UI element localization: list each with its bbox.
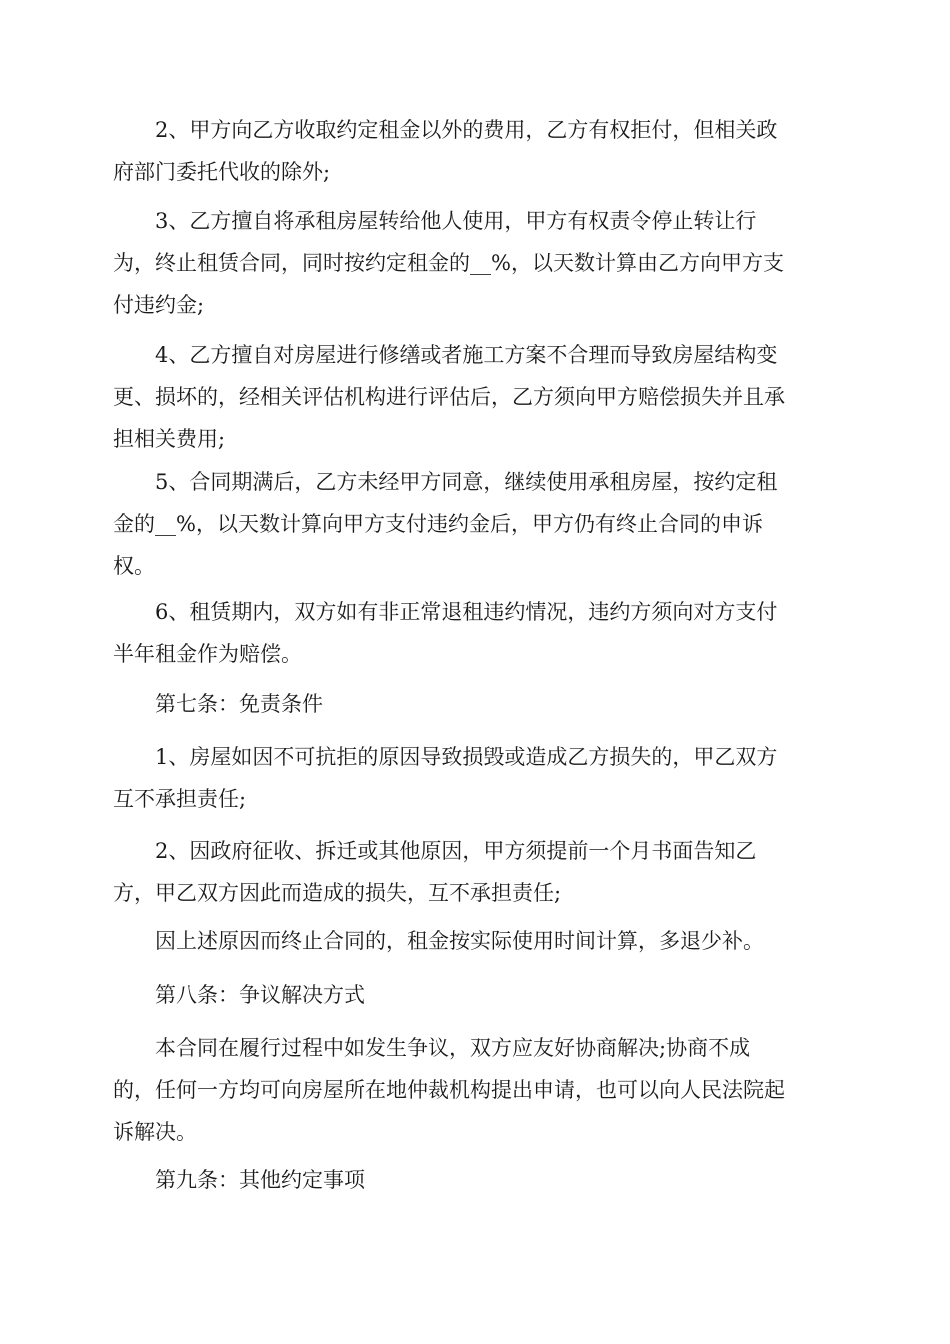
clause-paragraph-5 bbox=[113, 461, 833, 587]
section-heading-article-8 bbox=[113, 974, 833, 1016]
text-line: 金的__%，以天数计算向甲方支付违约金后，甲方仍有终止合同的申诉 bbox=[113, 512, 763, 536]
section-heading-article-7 bbox=[113, 683, 833, 725]
text-line: 的，任何一方均可向房屋所在地仲裁机构提出申请，也可以向人民法院起 bbox=[113, 1078, 785, 1102]
text-line: 5、合同期满后，乙方未经甲方同意，继续使用承租房屋，按约定租 bbox=[113, 470, 778, 494]
text-line: 因上述原因而终止合同的，租金按实际使用时间计算，多退少补。 bbox=[113, 929, 764, 953]
text-line: 第九条：其他约定事项 bbox=[113, 1168, 365, 1192]
text-line: 3、乙方擅自将承租房屋转给他人使用，甲方有权责令停止转让行 bbox=[113, 209, 757, 233]
text-line: 6、租赁期内，双方如有非正常退租违约情况，违约方须向对方支付 bbox=[113, 600, 778, 624]
clause-paragraph-7-2 bbox=[113, 830, 833, 914]
text-line: 权。 bbox=[113, 554, 155, 578]
text-line: 第七条：免责条件 bbox=[113, 692, 323, 716]
text-line: 互不承担责任; bbox=[113, 787, 247, 811]
section-heading-article-9 bbox=[113, 1159, 833, 1201]
text-line: 2、因政府征收、拆迁或其他原因，甲方须提前一个月书面告知乙 bbox=[113, 839, 757, 863]
clause-paragraph-7-note bbox=[113, 920, 833, 962]
text-line: 半年租金作为赔偿。 bbox=[113, 642, 302, 666]
text-line: 方，甲乙双方因此而造成的损失，互不承担责任; bbox=[113, 881, 562, 905]
clause-paragraph-4 bbox=[113, 334, 833, 460]
text-line: 1、房屋如因不可抗拒的原因导致损毁或造成乙方损失的，甲乙双方 bbox=[113, 745, 778, 769]
text-line: 第八条：争议解决方式 bbox=[113, 983, 365, 1007]
text-line: 诉解决。 bbox=[113, 1120, 197, 1144]
text-line: 4、乙方擅自对房屋进行修缮或者施工方案不合理而导致房屋结构变 bbox=[113, 343, 778, 367]
text-line: 付违约金; bbox=[113, 293, 205, 317]
text-line: 为，终止租赁合同，同时按约定租金的__%，以天数计算由乙方向甲方支 bbox=[113, 251, 784, 275]
clause-paragraph-6 bbox=[113, 591, 833, 675]
clause-paragraph-8 bbox=[113, 1027, 833, 1153]
text-line: 更、损坏的，经相关评估机构进行评估后，乙方须向甲方赔偿损失并且承 bbox=[113, 385, 785, 409]
clause-paragraph-3 bbox=[113, 200, 833, 326]
clause-paragraph-2 bbox=[113, 109, 833, 193]
text-line: 本合同在履行过程中如发生争议，双方应友好协商解决;协商不成 bbox=[113, 1036, 751, 1060]
clause-paragraph-7-1 bbox=[113, 736, 833, 820]
text-line: 2、甲方向乙方收取约定租金以外的费用，乙方有权拒付，但相关政 bbox=[113, 118, 778, 142]
text-line: 府部门委托代收的除外; bbox=[113, 160, 331, 184]
text-line: 担相关费用; bbox=[113, 427, 226, 451]
